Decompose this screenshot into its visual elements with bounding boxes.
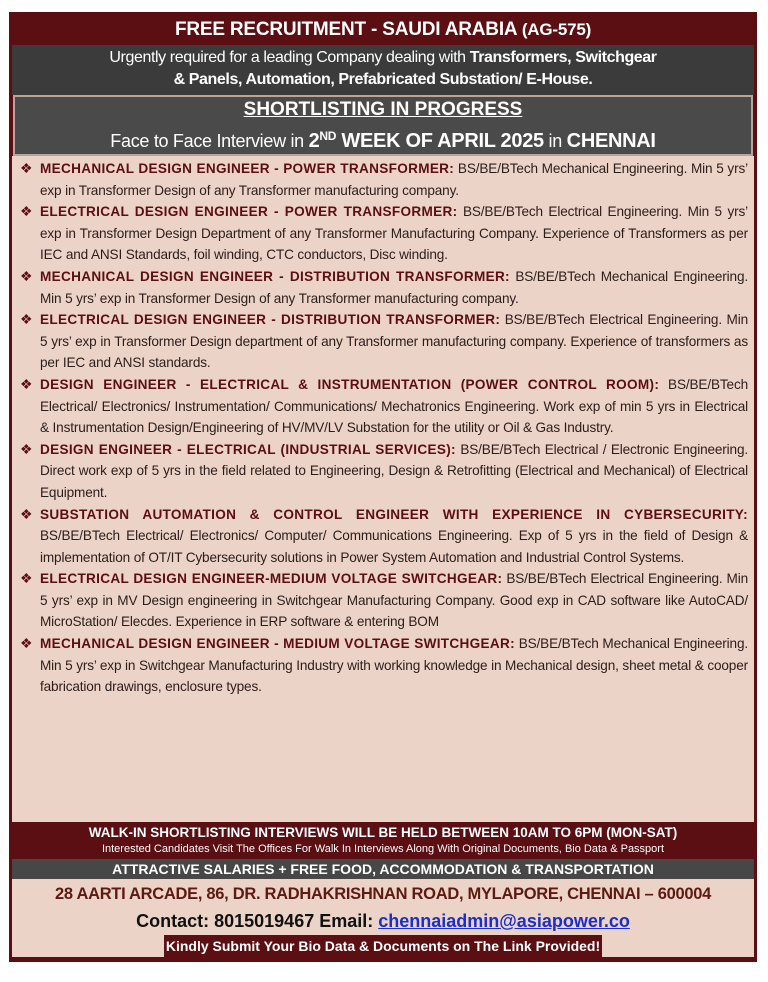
- diamond-bullet-icon: ❖: [20, 203, 33, 220]
- email-link[interactable]: chennaiadmin@asiapower.co: [378, 911, 630, 931]
- position-title: ELECTRICAL DESIGN ENGINEER - POWER TRANSFORMER:: [40, 204, 458, 220]
- contact-line: [12, 907, 754, 935]
- position-item: [18, 266, 748, 309]
- position-item: [18, 439, 748, 504]
- position-item: [18, 201, 748, 266]
- position-requirements: BS/BE/BTech Mechanical Engineering. Min 5 yrs’ exp in Switchgear Manufacturing Industry with working knowledge in Mechanical design, sheet metal & cooper fabrication drawings, enclosure types.: [40, 636, 748, 695]
- position-requirements: BS/BE/BTech Mechanical Engineering. Min 5 yrs’ exp in Transformer Design of any Transformer manufacturing company.: [40, 161, 748, 198]
- week-month: WEEK OF APRIL 2025: [336, 130, 544, 152]
- walkin-banner: [12, 822, 754, 859]
- position-requirements: BS/BE/BTech Electrical Engineering. Min 5 yrs’ exp in MV Design engineering in Switchgear Manufacturing Company. Good exp in CAD software like AutoCAD/ MicroStation/ Elecdes. Experience in ERP software & entering BOM: [40, 571, 748, 630]
- submit-note: Kindly Submit Your Bio Data & Documents on The Link Provided!: [164, 935, 602, 957]
- f2f-text: Face to Face Interview in: [110, 131, 309, 151]
- position-title: DESIGN ENGINEER - ELECTRICAL & INSTRUMENTATION (POWER CONTROL ROOM):: [40, 376, 660, 392]
- position-item: [18, 158, 748, 201]
- diamond-bullet-icon: ❖: [20, 570, 33, 587]
- position-item: [18, 568, 748, 633]
- job-code: (AG-575): [521, 20, 592, 39]
- f2f-in: in: [543, 131, 567, 151]
- intro-banner: [12, 45, 754, 95]
- position-item: [18, 374, 748, 439]
- week-suffix: ND: [319, 129, 337, 143]
- walkin-instructions: Interested Candidates Visit The Offices For Walk In Interviews Along With Original Documents, Bio Data & Passport: [101, 843, 665, 855]
- contact-phone: Contact: 8015019467 Email:: [136, 911, 379, 931]
- benefits-banner: ATTRACTIVE SALARIES + FREE FOOD, ACCOMMODATION & TRANSPORTATION: [12, 859, 754, 879]
- position-requirements: BS/BE/BTech Electrical Engineering. Min 5 yrs’ exp in Transformer Design Department of any Transformer Manufacturing Company. Experience of Transformers as per IEC and ANSI Standards, foil winding, CTC conductors, Disc winding.: [40, 204, 748, 263]
- contact-section: [12, 879, 754, 957]
- diamond-bullet-icon: ❖: [20, 635, 33, 652]
- diamond-bullet-icon: ❖: [20, 375, 33, 392]
- position-requirements: BS/BE/BTech Electrical / Electronic Engineering. Direct work exp of 5 yrs in the field related to Engineering, Design & Retrofitting (Electrical and Mechanical) of Electrical Equipment.: [40, 441, 748, 500]
- office-address: 28 AARTI ARCADE, 86, DR. RADHAKRISHNAN ROAD, MYLAPORE, CHENNAI – 600004: [55, 885, 711, 903]
- intro-industries-1: Transformers, Switchgear: [469, 49, 657, 66]
- diamond-bullet-icon: ❖: [20, 267, 33, 284]
- shortlisting-heading: SHORTLISTING IN PROGRESS: [243, 99, 523, 120]
- position-requirements: BS/BE/BTech Electrical/ Electronics/ Computer/ Communications Engineering. Exp of 5 yrs in the field of Design & implementation of OT/IT Cybersecurity solutions in Power System Automation and Industrial Control Systems.: [40, 528, 748, 565]
- position-title: MECHANICAL DESIGN ENGINEER - POWER TRANSFORMER:: [40, 161, 455, 176]
- walkin-hours: WALK-IN SHORTLISTING INTERVIEWS WILL BE HELD BETWEEN 10AM TO 6PM (MON-SAT): [88, 825, 678, 840]
- position-title: ELECTRICAL DESIGN ENGINEER-MEDIUM VOLTAGE SWITCHGEAR:: [40, 571, 503, 587]
- recruitment-poster: [9, 12, 757, 962]
- diamond-bullet-icon: ❖: [20, 505, 33, 522]
- position-requirements: BS/BE/BTech Electrical/ Electronics/ Instrumentation/ Communications/ Mechatronics Engineering. Work exp of min 5 yrs in Electrical & Instrumentation Design/Engineering of HV/MV/LV Substation for the utility or Oil & Gas Industry.: [40, 376, 748, 436]
- position-requirements: BS/BE/BTech Electrical Engineering. Min 5 yrs’ exp in Transformer Design department of any Transformer manufacturing company. Experience of transformers as per IEC and ANSI standards.: [40, 312, 748, 371]
- week-number: 2: [308, 130, 320, 152]
- title-text: FREE RECRUITMENT - SAUDI ARABIA: [174, 19, 517, 40]
- position-requirements: BS/BE/BTech Mechanical Engineering. Min 5 yrs’ exp in Transformer Design of any Transformer manufacturing company.: [40, 268, 748, 306]
- position-title: ELECTRICAL DESIGN ENGINEER - DISTRIBUTION TRANSFORMER:: [40, 312, 501, 328]
- positions-list: [12, 156, 754, 822]
- city: CHENNAI: [566, 130, 656, 152]
- intro-industries-2: & Panels, Automation, Prefabricated Substation/ E-House.: [173, 71, 593, 88]
- poster-title: [12, 15, 754, 45]
- position-title: SUBSTATION AUTOMATION & CONTROL ENGINEER WITH EXPERIENCE IN CYBERSECURITY:: [40, 506, 748, 522]
- intro-text: Urgently required for a leading Company dealing with: [109, 49, 470, 66]
- position-item: [18, 633, 748, 698]
- diamond-bullet-icon: ❖: [20, 160, 33, 176]
- diamond-bullet-icon: ❖: [20, 311, 33, 328]
- position-title: DESIGN ENGINEER - ELECTRICAL (INDUSTRIAL SERVICES):: [40, 441, 456, 457]
- diamond-bullet-icon: ❖: [20, 440, 33, 457]
- position-title: MECHANICAL DESIGN ENGINEER - MEDIUM VOLTAGE SWITCHGEAR:: [40, 636, 515, 652]
- position-item: [18, 309, 748, 374]
- shortlisting-banner: [13, 95, 753, 156]
- interview-schedule: [15, 123, 751, 154]
- position-item: [18, 504, 748, 569]
- position-title: MECHANICAL DESIGN ENGINEER - DISTRIBUTION TRANSFORMER:: [40, 268, 510, 284]
